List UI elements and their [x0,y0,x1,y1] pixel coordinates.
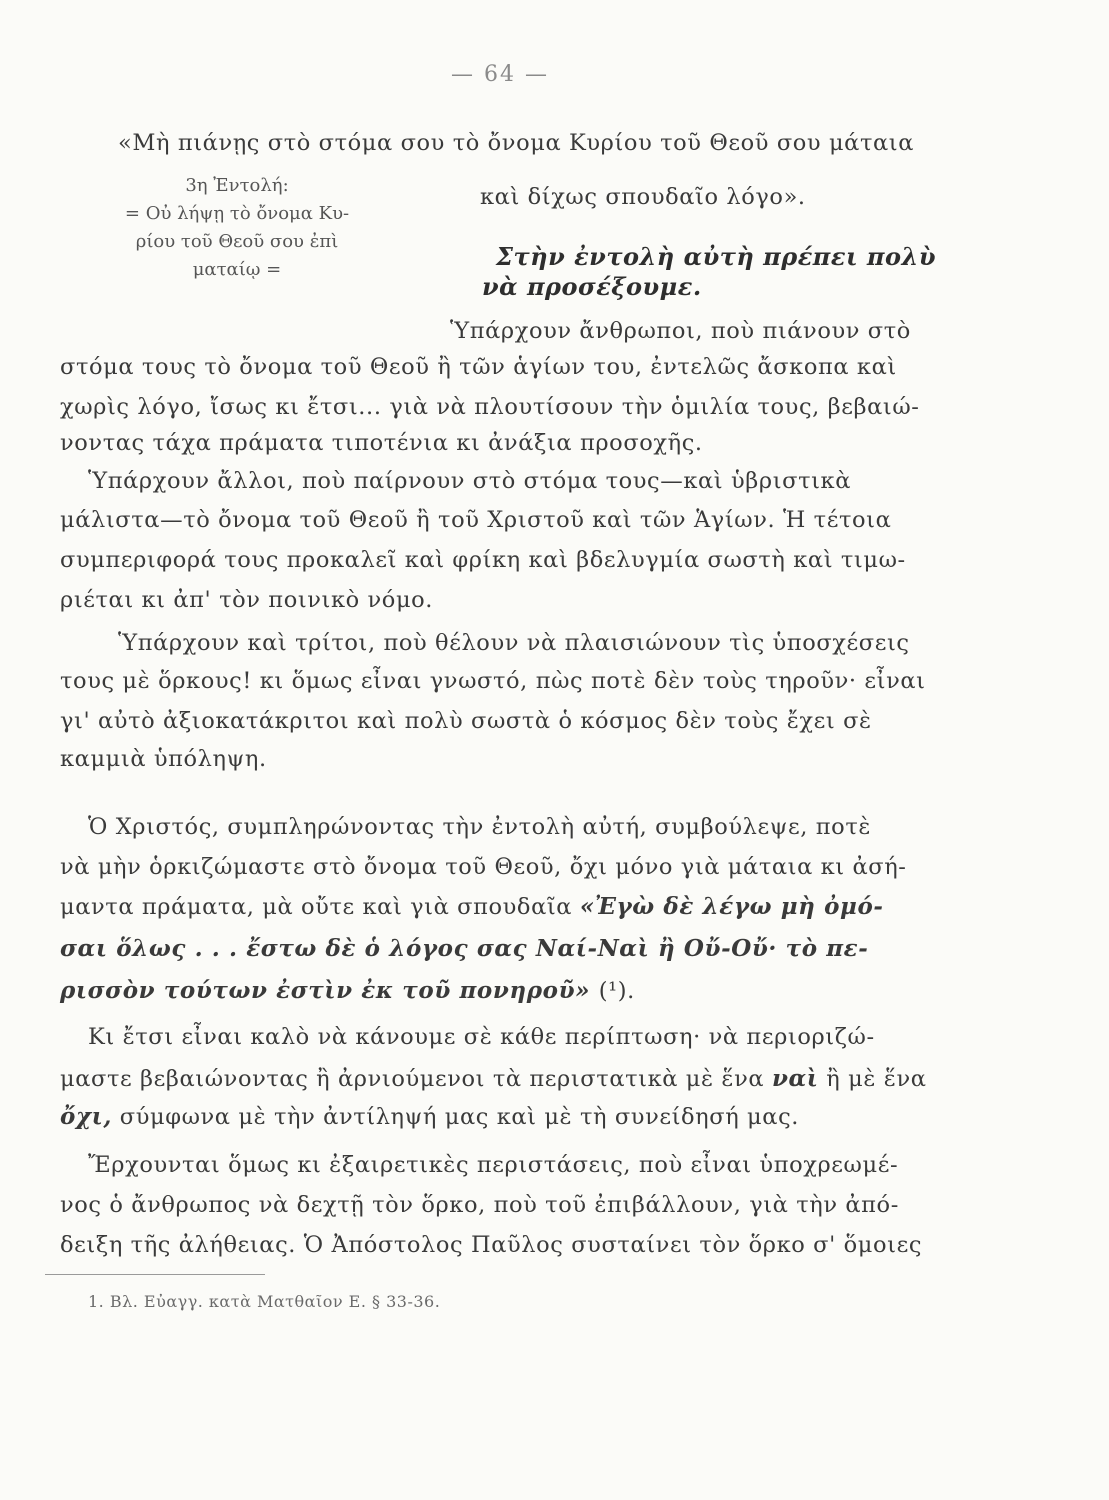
quote-emphasis: ρισσὸν τούτων ἐστὶν ἐκ τοῦ πονηροῦ» [60,977,599,1004]
text-line: δειξη τῆς ἀλήθειας. Ὁ Ἀπόστολος Παῦλος συσταίνει τὸν ὅρκο σ' ὅμοιες [60,1232,923,1258]
text-line: μάλιστα—τὸ ὄνομα τοῦ Θεοῦ ἢ τοῦ Χριστοῦ καὶ τῶν Ἁγίων. Ἡ τέτοια [60,507,892,533]
text-line: νὰ μὴν ὁρκιζώμαστε στὸ ὄνομα τοῦ Θεοῦ, ὄχι μόνο γιὰ μάταια κι ἀσή- [60,854,907,880]
text-run: ἢ μὲ ἕνα [818,1066,927,1092]
text-line: χωρὶς λόγο, ἴσως κι ἔτσι... γιὰ νὰ πλουτίσουν τὴν ὁμιλία τους, βεβαιώ- [60,394,920,420]
margin-note [92,172,382,284]
text-line: Ὁ Χριστός, συμπληρώνοντας τὴν ἐντολὴ αὐτή, συμβούλεψε, ποτὲ [88,814,872,840]
text-line: καὶ δίχως σπουδαῖο λόγο». [480,184,806,210]
text-line: συμπεριφορά τους προκαλεῖ καὶ φρίκη καὶ βδελυγμία σωστὴ καὶ τιμω- [60,547,906,573]
text-line: «Μὴ πιάνῃς στὸ στόμα σου τὸ ὄνομα Κυρίου τοῦ Θεοῦ σου μάταια [118,130,915,156]
margin-note-line: ματαίῳ = [192,259,282,280]
text-line: νος ὁ ἄνθρωπος νὰ δεχτῇ τὸν ὅρκο, ποὺ τοῦ ἐπιβάλλουν, γιὰ τὴν ἀπό- [60,1192,899,1218]
text-line: ριέται κι ἀπ' τὸν ποινικὸ νόμο. [60,587,434,613]
margin-note-line: ρίου τοῦ Θεοῦ σου ἐπὶ [135,231,339,252]
word-emphasis: ὄχι, [60,1103,113,1130]
word-emphasis: ναὶ [771,1065,819,1092]
text-line: νοντας τάχα πράματα τιποτένια κι ἀνάξια προσοχῆς. [60,430,703,456]
text-line [60,976,635,1006]
text-line: στόμα τους τὸ ὄνομα τοῦ Θεοῦ ἢ τῶν ἁγίων του, ἐντελῶς ἄσκοπα καὶ [60,354,897,380]
footnote: 1. Βλ. Εὐαγγ. κατὰ Ματθαῖον Ε. § 33-36. [88,1292,441,1311]
margin-note-line: = Οὐ λήψῃ τὸ ὄνομα Κυ- [124,203,350,224]
text-line: Κι ἔτσι εἶναι καλὸ νὰ κάνουμε σὲ κάθε περίπτωση· νὰ περιοριζώ- [88,1024,875,1050]
text-line [60,1102,799,1132]
heading-emphasis: Στὴν ἐντολὴ αὐτὴ πρέπει πολὺ [496,242,936,271]
text-line [60,934,868,964]
text-line: Ὑπάρχουν καὶ τρίτοι, ποὺ θέλουν νὰ πλαισιώνουν τὶς ὑποσχέσεις [118,630,910,656]
text-line: καμμιὰ ὑπόληψη. [60,746,267,772]
text-run: μαντα πράματα, μὰ οὔτε καὶ γιὰ σπουδαῖα [60,894,580,920]
heading-emphasis: νὰ προσέξουμε. [482,272,702,301]
text-run: σύμφωνα μὲ τὴν ἀντίληψή μας καὶ μὲ τὴ συνείδησή μας. [112,1104,800,1130]
footnote-ref: (¹). [598,978,635,1004]
text-line: Ἔρχουνται ὅμως κι ἐξαιρετικὲς περιστάσεις, ποὺ εἶναι ὑποχρεωμέ- [88,1152,899,1178]
text-line: Ὑπάρχουν ἄλλοι, ποὺ παίρνουν στὸ στόμα τους—καὶ ὑβριστικὰ [88,468,851,494]
quote-emphasis: σαι ὅλως . . . ἔστω δὲ ὁ λόγος σας Ναί-Ναὶ ἢ Οὔ-Οὔ· τὸ πε- [60,935,869,962]
quote-emphasis: «Ἐγὼ δὲ λέγω μὴ ὀμό- [579,893,884,920]
text-line: Ὑπάρχουν ἄνθρωποι, ποὺ πιάνουν στὸ [450,318,911,344]
text-line [60,1064,927,1094]
text-line: τους μὲ ὅρκους! κι ὅμως εἶναι γνωστό, πὼς ποτὲ δὲν τοὺς τηροῦν· εἶναι [60,668,926,694]
margin-note-title: 3η Ἐντολή: [185,175,289,196]
text-line [60,892,884,922]
text-run: μαστε βεβαιώνοντας ἢ ἀρνιούμενοι τὰ περιστατικὰ μὲ ἕνα [60,1066,772,1092]
text-line: γι' αὐτὸ ἀξιοκατάκριτοι καὶ πολὺ σωστὰ ὁ κόσμος δὲν τοὺς ἔχει σὲ [60,708,872,734]
page-number: — 64 — [451,62,549,87]
footnote-divider [45,1274,265,1275]
